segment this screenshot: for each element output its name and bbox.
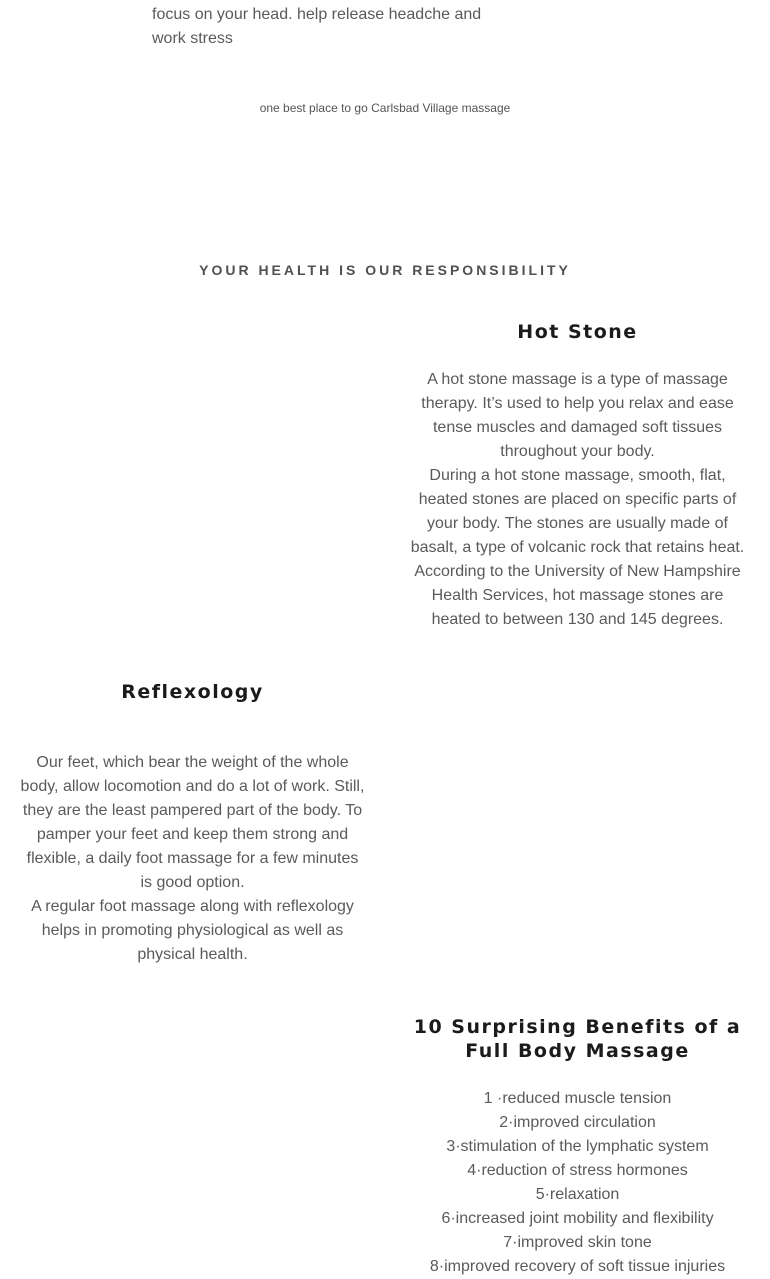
list-item: 1 ·reduced muscle tension xyxy=(483,1090,672,1107)
list-item: 2·improved circulation xyxy=(499,1114,656,1131)
hot-stone-paragraph-2: During a hot stone massage, smooth, flat, heated stones are placed on specific parts of your body. The stones are usually made of basalt, a type of volcanic rock that retains heat. According to the University of New Hampshire Health Services, hot massage stones are heated to between 130 and 145 degrees. xyxy=(410,467,745,628)
benefits-list xyxy=(405,1087,750,1279)
reflexology-title: Reflexology xyxy=(121,681,264,703)
list-item: 8·improved recovery of soft tissue injuries xyxy=(429,1258,726,1275)
reflexology-paragraph-1: Our feet, which bear the weight of the whole body, allow locomotion and do a lot of work. Still, they are the least pampered part of the body. To pamper your feet and keep them strong and flexible, a daily foot massage for a few minutes is good option. xyxy=(20,754,365,891)
list-item: 5·relaxation xyxy=(535,1186,620,1203)
benefits-title: 10 Surprising Benefits of a Full Body Massage xyxy=(413,1016,742,1062)
list-item: 4·reduction of stress hormones xyxy=(467,1162,688,1179)
reflexology-description xyxy=(20,751,365,967)
hot-stone-description xyxy=(405,368,750,632)
hot-stone-paragraph-1: A hot stone massage is a type of massage therapy. It’s used to help you relax and ease tense muscles and damaged soft tissues throughout your body. xyxy=(421,371,734,460)
intro-text xyxy=(152,3,497,51)
image-caption: one best place to go Carlsbad Village massage xyxy=(259,101,511,115)
intro-text-line-1: focus on your head. help release headche and xyxy=(152,6,482,23)
reflexology-paragraph-2: A regular foot massage along with reflexology helps in promoting physiological as well as physical health. xyxy=(31,898,354,963)
list-item: 3·stimulation of the lymphatic system xyxy=(446,1138,709,1155)
hot-stone-title: Hot Stone xyxy=(517,321,638,343)
list-item: 6·increased joint mobility and flexibility xyxy=(441,1210,714,1227)
intro-text-line-2: work stress xyxy=(152,30,233,47)
section-heading: YOUR HEALTH IS OUR RESPONSIBILITY xyxy=(199,262,571,278)
list-item: 7·improved skin tone xyxy=(503,1234,652,1251)
